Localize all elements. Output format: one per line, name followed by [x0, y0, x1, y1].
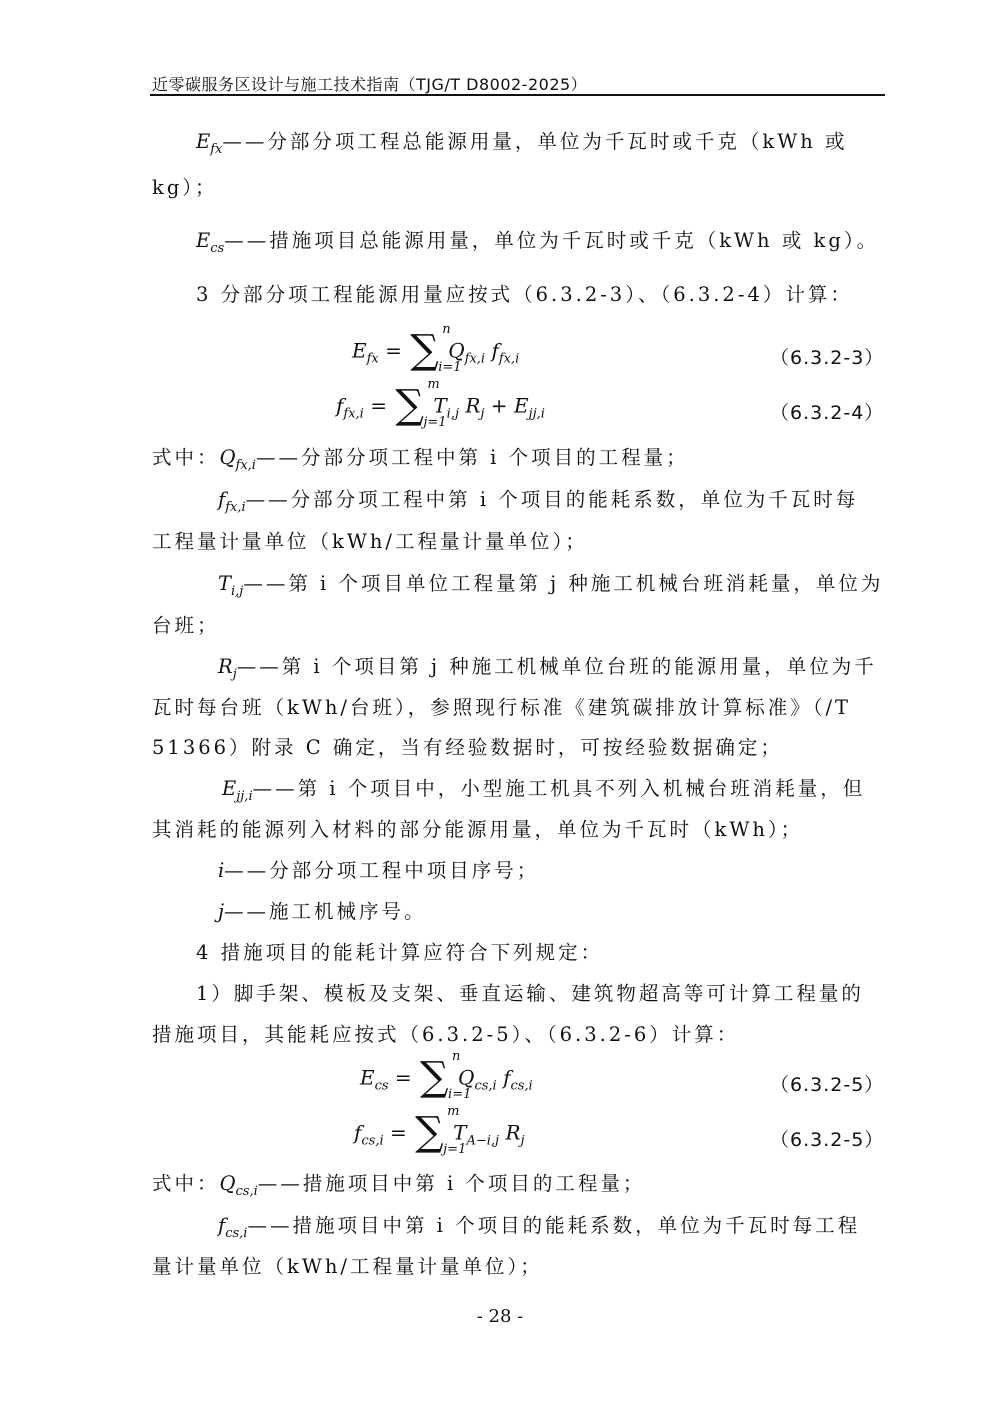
clause-4: 4 措施项目的能耗计算应符合下列规定： [196, 941, 604, 964]
sum-symbol: ∑ n i=1 [410, 322, 462, 375]
sum-symbol: ∑ n i=1 [420, 1049, 472, 1102]
r-definition-cont-1: 瓦时每台班（kWh/台班），参照现行标准《建筑碳排放计算标准》（/T [152, 696, 852, 719]
equation-number-3: （6.3.2-3） [770, 347, 885, 369]
f-fx-definition: $f_{fx,i}——$分部分项工程中第 i 个项目的能耗系数，单位为千瓦时每 [218, 488, 859, 515]
clause-4-1-cont: 措施项目，其能耗应按式（6.3.2-5）、（6.3.2-6）计算： [152, 1023, 740, 1046]
sum-symbol: ∑ m j=1 [415, 1104, 467, 1157]
equation-number-6: （6.3.2-5） [770, 1129, 885, 1151]
header-rule [150, 94, 885, 96]
equation-number-5: （6.3.2-5） [770, 1074, 885, 1096]
ejj-definition-cont: 其消耗的能源列入材料的部分能源用量，单位为千瓦时（kWh）； [152, 818, 804, 841]
clause-3: 3 分部分项工程能源用量应按式（6.3.2-3）、（6.3.2-4）计算： [196, 283, 853, 306]
equation-6-3-2-6: $f_{cs,i}$ = ∑ m j=1 $T_{A-i,j}$ $R_j$ [354, 1104, 525, 1157]
page-number: - 28 - [476, 1306, 524, 1327]
i-definition: i——分部分项工程中项目序号； [218, 859, 540, 882]
r-definition-cont-2: 51366）附录 C 确定，当有经验数据时，可按经验数据确定； [152, 736, 783, 759]
sum-symbol: ∑ m j=1 [395, 377, 447, 430]
t-definition: $T_{i,j}——$第 i 个项目单位工程量第 j 种施工机械台班消耗量，单位为 [218, 572, 884, 599]
clause-4-1: 1）脚手架、模板及支架、垂直运输、建筑物超高等可计算工程量的 [196, 982, 864, 1005]
ejj-definition: $E_{jj,i}——$第 i 个项目中，小型施工机具不列入机械台班消耗量，但 [222, 777, 866, 804]
equation-number-4: （6.3.2-4） [770, 402, 885, 424]
f-cs-definition-cont: 量计量单位（kWh/工程量计量单位）； [152, 1255, 543, 1278]
efx-definition-cont: kg）； [152, 176, 218, 199]
q-fx-definition: 式中：$Q_{fx,i}——$分部分项工程中第 i 个项目的工程量； [152, 446, 689, 473]
ecs-definition: $E_{cs}——$措施项目总能源用量，单位为千瓦时或千克（kWh 或 kg）。 [196, 229, 880, 256]
efx-symbol: $E_{fx}$ [196, 130, 223, 157]
equation-6-3-2-3: $E_{fx}$ = ∑ n i=1 $Q_{fx,i}$ $f_{fx,i}$ [352, 322, 520, 375]
f-cs-definition: $f_{cs,i}——$措施项目中第 i 个项目的能耗系数，单位为千瓦时每工程 [218, 1214, 861, 1241]
q-cs-definition: 式中：$Q_{cs,i}——$措施项目中第 i 个项目的工程量； [152, 1172, 646, 1199]
t-definition-cont: 台班； [152, 614, 220, 637]
j-definition: j——施工机械序号。 [218, 900, 427, 923]
ecs-symbol: $E_{cs}$ [196, 229, 225, 256]
efx-definition: $E_{fx}——$分部分项工程总能源用量，单位为千瓦时或千克（kWh 或 [196, 130, 848, 157]
running-header: 近零碳服务区设计与施工技术指南（TJG/T D8002-2025） [152, 75, 588, 94]
equation-6-3-2-5: $E_{cs}$ = ∑ n i=1 $Q_{cs,i}$ $f_{cs,i}$ [360, 1049, 533, 1102]
equation-6-3-2-4: $f_{fx,i}$ = ∑ m j=1 $T_{i,j}$ $R_j + E_{jj,i}$ [336, 377, 545, 430]
f-fx-definition-cont: 工程量计量单位（kWh/工程量计量单位）； [152, 530, 588, 553]
r-definition: $R_j——$第 i 个项目第 j 种施工机械单位台班的能源用量，单位为千 [218, 655, 877, 682]
